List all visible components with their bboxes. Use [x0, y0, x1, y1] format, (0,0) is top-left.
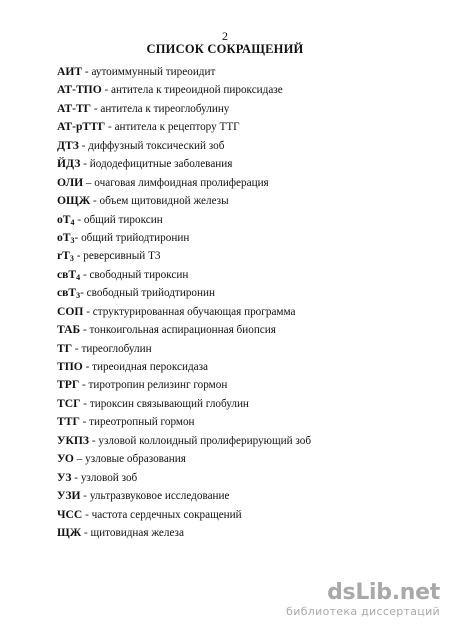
abbreviation-separator: -	[90, 195, 100, 208]
abbreviation-definition: ультразвуковое исследование	[89, 490, 230, 503]
abbreviation-item	[57, 524, 311, 542]
abbreviation-term	[57, 323, 80, 336]
abbreviation-term-subscript: 3	[69, 254, 74, 264]
abbreviation-definition: узловой коллоидный пролиферирующий зоб	[98, 434, 312, 447]
abbreviation-term	[57, 157, 80, 170]
abbreviation-item	[57, 63, 311, 81]
abbreviation-definition: антитела к тиреоидной пироксидазе	[111, 84, 283, 97]
abbreviation-separator: -	[79, 379, 89, 392]
abbreviation-item	[57, 137, 311, 155]
abbreviation-term	[57, 305, 83, 318]
abbreviation-item	[57, 100, 311, 118]
abbreviation-term-text: ТРГ	[57, 378, 80, 392]
abbreviation-definition: структурированная обучающая программа	[92, 305, 296, 318]
abbreviation-definition: тироксин связывающий глобулин	[89, 397, 249, 410]
abbreviation-term	[57, 65, 82, 78]
abbreviation-term-text: ОЛИ	[57, 175, 84, 189]
abbreviation-item	[57, 506, 311, 524]
abbreviation-definition: реверсивный Т3	[83, 250, 161, 263]
abbreviation-item	[57, 469, 311, 487]
abbreviation-term	[57, 231, 75, 244]
abbreviation-term-text: ДТЗ	[57, 138, 79, 152]
abbreviation-item	[57, 81, 311, 99]
abbreviation-separator: -	[71, 471, 81, 484]
abbreviation-definition: объем щитовидной железы	[99, 195, 229, 208]
abbreviation-term-text: УО	[57, 452, 74, 466]
abbreviation-list	[57, 63, 311, 542]
abbreviation-separator: -	[79, 416, 90, 429]
abbreviation-term-text: ЙДЗ	[57, 157, 81, 171]
abbreviation-term-text: АТ-рТТГ	[57, 120, 106, 134]
abbreviation-term	[57, 194, 90, 207]
abbreviation-separator: -	[105, 121, 115, 134]
abbreviation-term-text: УКПЗ	[57, 433, 90, 447]
abbreviation-term	[57, 508, 82, 521]
abbreviation-definition: диффузный токсический зоб	[88, 139, 225, 152]
abbreviation-definition: тиротропин релизинг гормон	[88, 379, 228, 392]
abbreviation-separator: -	[80, 287, 87, 300]
abbreviation-term	[57, 120, 105, 133]
abbreviation-item	[57, 395, 311, 413]
abbreviation-term	[57, 268, 80, 281]
abbreviation-definition: общий тироксин	[83, 213, 163, 226]
abbreviation-term-text: ОЩЖ	[57, 194, 91, 208]
abbreviation-definition: узловой зоб	[80, 471, 138, 484]
abbreviation-definition: тиреоглобулин	[81, 342, 152, 355]
abbreviation-term-text: АИТ	[57, 65, 83, 78]
abbreviation-term-text: АТ-ТГ	[57, 101, 92, 115]
abbreviation-definition: частота сердечных сокращений	[91, 508, 242, 521]
watermark-subtitle: библиотека диссертаций	[286, 605, 440, 618]
abbreviation-term	[57, 471, 71, 484]
abbreviation-term-text: ЩЖ	[57, 525, 82, 539]
abbreviation-item	[57, 192, 311, 210]
abbreviation-term-text: ТСГ	[57, 396, 81, 410]
abbreviation-separator: -	[74, 213, 84, 226]
abbreviation-separator: -	[74, 231, 82, 244]
page-title: СПИСОК СОКРАЩЕНИЙ	[146, 42, 304, 56]
abbreviation-term	[57, 286, 80, 299]
abbreviation-term	[57, 176, 83, 189]
abbreviation-definition: очаговая лимфоидная пролиферация	[94, 176, 269, 189]
abbreviation-item	[57, 358, 311, 376]
abbreviation-separator: -	[82, 361, 93, 373]
abbreviation-term-text: ЧСС	[57, 507, 83, 521]
abbreviation-term-text: rT	[57, 249, 70, 263]
abbreviation-definition: узловые образования	[85, 453, 186, 466]
abbreviation-term-text: СОП	[57, 304, 84, 318]
abbreviation-term	[57, 213, 75, 226]
abbreviation-term-subscript: 4	[76, 272, 81, 282]
abbreviation-term-subscript: 4	[70, 217, 75, 227]
abbreviation-term	[57, 434, 89, 447]
abbreviation-item	[57, 321, 311, 339]
abbreviation-definition: йододефицитные заболевания	[89, 158, 233, 171]
abbreviation-item	[57, 340, 311, 358]
abbreviation-term-text: ТГ	[57, 341, 73, 355]
abbreviation-separator: -	[80, 397, 90, 410]
abbreviation-term	[57, 489, 81, 502]
abbreviation-item	[57, 118, 311, 136]
abbreviation-item	[57, 247, 311, 265]
abbreviation-term-text: оТ	[57, 212, 71, 226]
abbreviation-item	[57, 174, 311, 192]
dslib-watermark	[286, 581, 440, 618]
abbreviation-item	[57, 432, 311, 450]
abbreviation-separator: -	[89, 434, 99, 447]
abbreviation-definition: свободный тироксин	[89, 268, 189, 281]
abbreviation-term-subscript: 3	[76, 291, 81, 301]
abbreviation-item	[57, 450, 311, 468]
abbreviation-term	[57, 139, 79, 152]
abbreviation-item	[57, 266, 311, 284]
page-number: 2	[222, 29, 228, 43]
abbreviation-item	[57, 487, 311, 505]
abbreviation-item	[57, 229, 311, 247]
abbreviation-item	[57, 376, 311, 394]
abbreviation-separator: -	[80, 324, 90, 337]
watermark-logo: dsLib.net	[327, 580, 440, 605]
abbreviation-separator: -	[80, 268, 90, 281]
abbreviation-term	[57, 342, 72, 355]
abbreviation-definition: свободный трийодтиронин	[86, 287, 215, 300]
abbreviation-separator: -	[73, 250, 84, 263]
abbreviation-definition: тонкоигольная аспирационная биопсия	[89, 324, 276, 337]
abbreviation-term-text: свТ	[57, 286, 77, 300]
abbreviation-term-text: ТАБ	[57, 323, 81, 337]
abbreviation-separator: -	[91, 102, 101, 115]
abbreviation-term-text: АТ-ТПО	[57, 83, 102, 97]
abbreviation-item	[57, 303, 311, 321]
abbreviation-separator: –	[73, 453, 86, 466]
abbreviation-term-text: ТПО	[57, 360, 83, 373]
abbreviation-separator: -	[101, 84, 112, 97]
abbreviation-separator: -	[82, 508, 92, 521]
abbreviation-definition: тиреотропный гормон	[89, 416, 195, 429]
abbreviation-item	[57, 155, 311, 173]
abbreviation-term	[57, 83, 102, 96]
abbreviation-term	[57, 452, 74, 465]
abbreviation-definition: антитела к тиреоглобулину	[100, 102, 230, 115]
abbreviation-item	[57, 413, 311, 431]
abbreviation-definition: аутоиммунный тиреоидит	[91, 66, 216, 78]
abbreviation-separator: –	[83, 176, 95, 189]
abbreviation-separator: -	[81, 526, 91, 539]
abbreviation-item	[57, 284, 311, 302]
abbreviation-term	[57, 249, 74, 262]
abbreviation-term-text: УЗИ	[57, 489, 81, 503]
abbreviation-term	[57, 360, 83, 373]
abbreviation-separator: -	[82, 66, 92, 78]
abbreviation-item	[57, 211, 311, 229]
abbreviation-term	[57, 378, 79, 391]
abbreviation-term	[57, 526, 81, 539]
abbreviation-definition: тиреоидная пероксидаза	[92, 361, 209, 373]
abbreviation-definition: антитела к рецептору ТТГ	[114, 121, 240, 134]
abbreviation-term	[57, 102, 91, 115]
abbreviation-separator: -	[78, 139, 89, 152]
abbreviation-term-text: свТ	[57, 267, 77, 281]
abbreviation-separator: -	[80, 490, 90, 503]
abbreviation-definition: щитовидная железа	[90, 526, 184, 539]
abbreviation-definition: общий трийодтиронин	[81, 231, 190, 244]
abbreviation-separator: -	[72, 342, 82, 355]
abbreviation-term-subscript: 3	[70, 235, 75, 245]
abbreviation-separator: -	[83, 305, 93, 318]
abbreviation-separator: -	[80, 158, 90, 171]
abbreviation-term-text: ТТГ	[57, 415, 80, 429]
abbreviation-term	[57, 397, 80, 410]
abbreviation-term	[57, 415, 80, 428]
abbreviation-term-text: УЗ	[57, 470, 72, 484]
abbreviation-term-text: оТ	[57, 230, 71, 244]
